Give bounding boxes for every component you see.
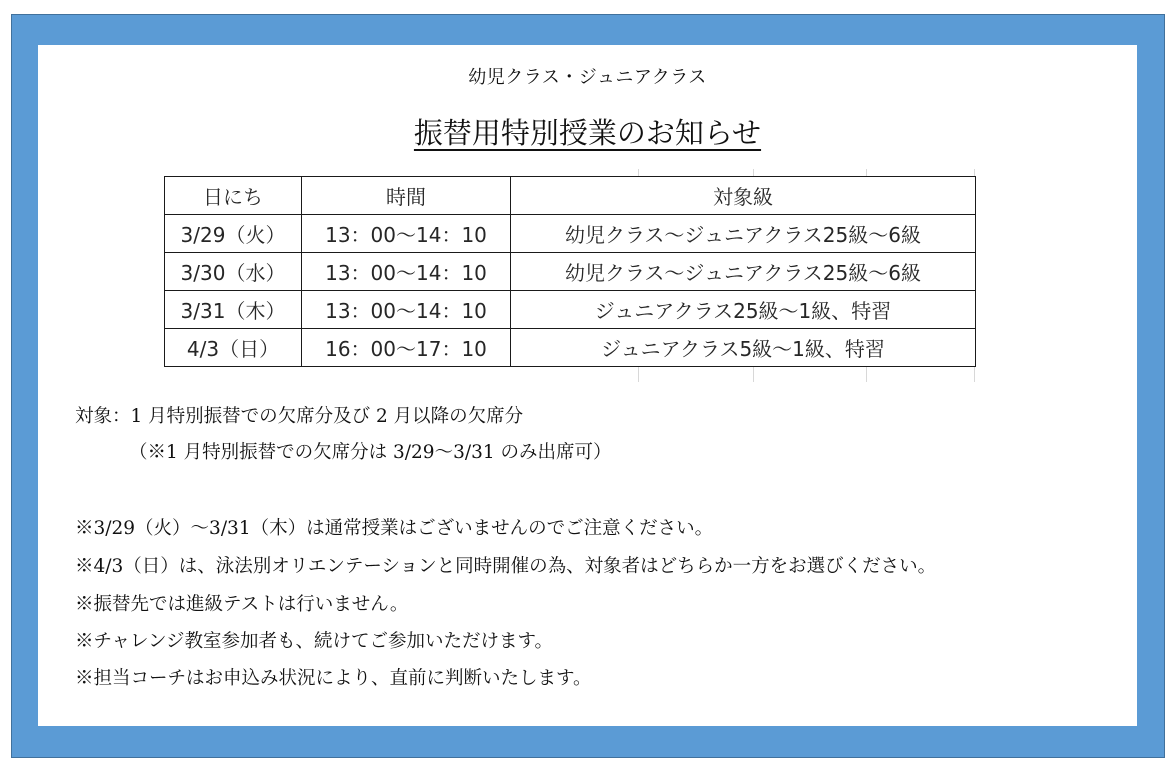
notice-item: ※4/3（日）は、泳法別オリエンテーションと同時開催の為、対象者はどちらか一方をお選びください。 [75,556,937,577]
column-header-date: 日にち [165,177,302,215]
notice-item: ※3/29（火）～3/31（木）は通常授業はございませんのでご注意ください。 [75,518,714,539]
target-line: 対象：1 月特別振替での欠席分及び 2 月以降の欠席分 [75,406,524,427]
table-header-row [165,177,976,215]
cell-date: 3/29（火） [165,215,302,253]
notice-document [38,45,1137,726]
cell-level: ジュニアクラス5級～1級、特習 [511,329,976,367]
title-text: 振替用特別授業のお知らせ [413,116,762,150]
target-note: （※1 月特別振替での欠席分は 3/29～3/31 のみ出席可） [129,442,612,463]
schedule-table [164,176,976,367]
cell-level: 幼児クラス～ジュニアクラス25級～6級 [511,253,976,291]
cell-level: ジュニアクラス25級～1級、特習 [511,291,976,329]
table-row [165,291,976,329]
cell-time: 13：00～14：10 [302,215,511,253]
column-header-level: 対象級 [511,177,976,215]
cell-date: 3/31（木） [165,291,302,329]
page-title [38,111,1137,152]
table-row [165,329,976,367]
notice-item: ※振替先では進級テストは行いません。 [75,594,409,615]
cell-time: 16：00～17：10 [302,329,511,367]
cell-level: 幼児クラス～ジュニアクラス25級～6級 [511,215,976,253]
notice-item: ※担当コーチはお申込み状況により、直前に判断いたします。 [75,668,592,689]
column-header-time: 時間 [302,177,511,215]
notice-item: ※チャレンジ教室参加者も、続けてご参加いただけます。 [75,631,554,652]
class-subtitle: 幼児クラス・ジュニアクラス [468,67,707,88]
cell-time: 13：00～14：10 [302,253,511,291]
cell-time: 13：00～14：10 [302,291,511,329]
cell-date: 4/3（日） [165,329,302,367]
table-row [165,215,976,253]
table-row [165,253,976,291]
cell-date: 3/30（水） [165,253,302,291]
